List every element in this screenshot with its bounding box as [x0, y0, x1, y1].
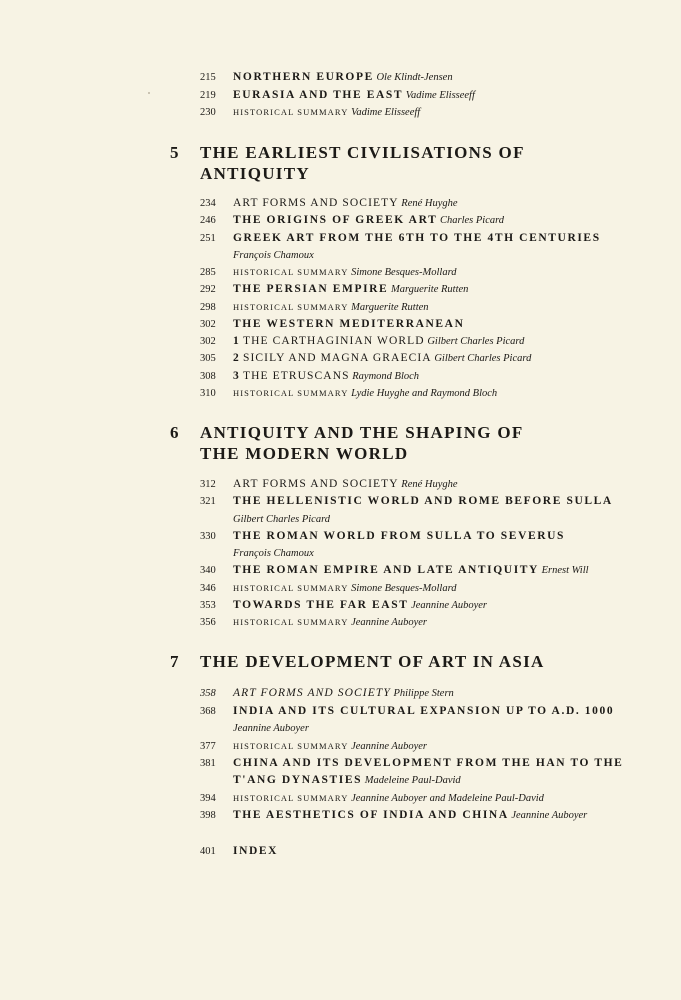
chapter-number: 5: [170, 143, 180, 162]
page-number: 312: [200, 479, 216, 490]
page-number: 353: [200, 600, 216, 611]
entry-prefix: 1: [233, 335, 241, 347]
entry-author: Ernest Will: [541, 565, 589, 576]
entry-author: Jeannine Auboyer: [511, 810, 588, 821]
page-number: 215: [200, 72, 216, 83]
entry-author: Vadime Elisseeff: [351, 107, 421, 118]
entry-author: Philippe Stern: [393, 688, 454, 699]
entry-title: HISTORICAL SUMMARY: [233, 388, 349, 398]
entry-title: GREEK ART FROM THE 6TH TO THE 4TH CENTURIES: [233, 232, 601, 244]
paper-speck: [148, 92, 150, 94]
entry-title: THE HELLENISTIC WORLD AND ROME BEFORE SULLA: [233, 495, 613, 507]
page-number: 251: [200, 233, 216, 244]
entry-author: Gilbert Charles Picard: [427, 336, 525, 347]
entry-author: Raymond Bloch: [352, 371, 420, 382]
entry-author-continuation: Gilbert Charles Picard: [233, 514, 331, 525]
page-number: 234: [200, 198, 216, 209]
page-number: 330: [200, 531, 216, 542]
entry-title: THE CARTHAGINIAN WORLD: [242, 335, 425, 347]
page-number: 381: [200, 758, 216, 769]
page-number: 308: [200, 371, 216, 382]
page-number: 377: [200, 741, 216, 752]
entry-author: Charles Picard: [439, 215, 505, 226]
entry-title: EURASIA AND THE EAST: [233, 89, 404, 101]
entry-author: Jeannine Auboyer: [351, 741, 427, 752]
entry-title-continuation: T'ANG DYNASTIES: [233, 774, 363, 786]
page-number: 219: [200, 90, 216, 101]
chapter-title-line-1: THE DEVELOPMENT OF ART IN ASIA: [200, 652, 545, 671]
entry-title: HISTORICAL SUMMARY: [233, 793, 349, 803]
entry-author: Marguerite Rutten: [390, 284, 469, 295]
chapter-title-line-2: THE MODERN WORLD: [200, 444, 409, 463]
entry-title: TOWARDS THE FAR EAST: [233, 599, 409, 611]
entry-author: Lydie Huyghe and Raymond Bloch: [351, 388, 498, 399]
page-number: 230: [200, 107, 216, 118]
entry-author: Madeleine Paul-David: [364, 775, 461, 786]
page-number: 346: [200, 583, 216, 594]
entry-author: Marguerite Rutten: [351, 302, 429, 313]
entry-title: ART FORMS AND SOCIETY: [233, 478, 399, 490]
page-number: 305: [200, 353, 216, 364]
entry-author: Jeannine Auboyer and Madeleine Paul-David: [351, 793, 544, 804]
entry-title: INDEX: [233, 845, 279, 857]
entry-title: ART FORMS AND SOCIETY: [233, 197, 399, 209]
entry-title: SICILY AND MAGNA GRAECIA: [242, 352, 432, 364]
entry-title: INDIA AND ITS CULTURAL EXPANSION UP TO A.D. 1000: [233, 705, 615, 717]
entry-title: THE ROMAN EMPIRE AND LATE ANTIQUITY: [233, 564, 539, 576]
entry-author: Simone Besques-Mollard: [351, 583, 457, 594]
entry-author: Vadime Elisseeff: [405, 90, 475, 101]
entry-author-continuation: François Chamoux: [233, 250, 314, 261]
page-number: 356: [200, 617, 216, 628]
entry-title: THE ETRUSCANS: [242, 370, 350, 382]
entry-title: THE ROMAN WORLD FROM SULLA TO SEVERUS: [233, 530, 566, 542]
page-number: 292: [200, 284, 216, 295]
chapter-number: 7: [170, 652, 180, 671]
entry-title: CHINA AND ITS DEVELOPMENT FROM THE HAN TO THE: [233, 757, 624, 769]
page-number: 302: [200, 336, 216, 347]
page-number: 340: [200, 565, 216, 576]
page-number: 285: [200, 267, 216, 278]
entry-author: René Huyghe: [401, 198, 458, 209]
entry-author-continuation: François Chamoux: [233, 548, 314, 559]
entry-title: HISTORICAL SUMMARY: [233, 583, 349, 593]
entry-title: HISTORICAL SUMMARY: [233, 267, 349, 277]
entry-author: Jeannine Auboyer: [351, 617, 427, 628]
page-number: 358: [200, 688, 216, 699]
entry-author: Simone Besques-Mollard: [351, 267, 457, 278]
page-number: 401: [200, 846, 216, 857]
entry-title: THE ORIGINS OF GREEK ART: [233, 214, 438, 226]
page-number: 246: [200, 215, 216, 226]
page-number: 310: [200, 388, 216, 399]
page-number: 398: [200, 810, 216, 821]
chapter-title-line-1: THE EARLIEST CIVILISATIONS OF: [200, 143, 525, 162]
entry-title: NORTHERN EUROPE: [233, 71, 374, 83]
entry-title: HISTORICAL SUMMARY: [233, 741, 349, 751]
chapter-number: 6: [170, 423, 180, 442]
entry-title: THE AESTHETICS OF INDIA AND CHINA: [233, 809, 509, 821]
chapter-title-line-2: ANTIQUITY: [200, 164, 310, 183]
entry-title: ART FORMS AND SOCIETY: [233, 687, 391, 699]
entry-author: René Huyghe: [401, 479, 458, 490]
entry-title: HISTORICAL SUMMARY: [233, 302, 349, 312]
entry-prefix: 2: [233, 352, 241, 364]
page-number: 321: [200, 496, 216, 507]
chapter-title-line-1: ANTIQUITY AND THE SHAPING OF: [200, 423, 524, 442]
entry-author-continuation: Jeannine Auboyer: [233, 723, 309, 734]
entry-author: Jeannine Auboyer: [411, 600, 488, 611]
page-number: 368: [200, 706, 216, 717]
page-number: 298: [200, 302, 216, 313]
entry-title: HISTORICAL SUMMARY: [233, 107, 349, 117]
entry-title: THE PERSIAN EMPIRE: [233, 283, 389, 295]
entry-author: Ole Klindt-Jensen: [376, 72, 453, 83]
page-number: 394: [200, 793, 216, 804]
entry-title: HISTORICAL SUMMARY: [233, 617, 349, 627]
page-number: 302: [200, 319, 216, 330]
entry-title: THE WESTERN MEDITERRANEAN: [233, 318, 465, 330]
entry-author: Gilbert Charles Picard: [434, 353, 532, 364]
entry-prefix: 3: [233, 370, 241, 382]
